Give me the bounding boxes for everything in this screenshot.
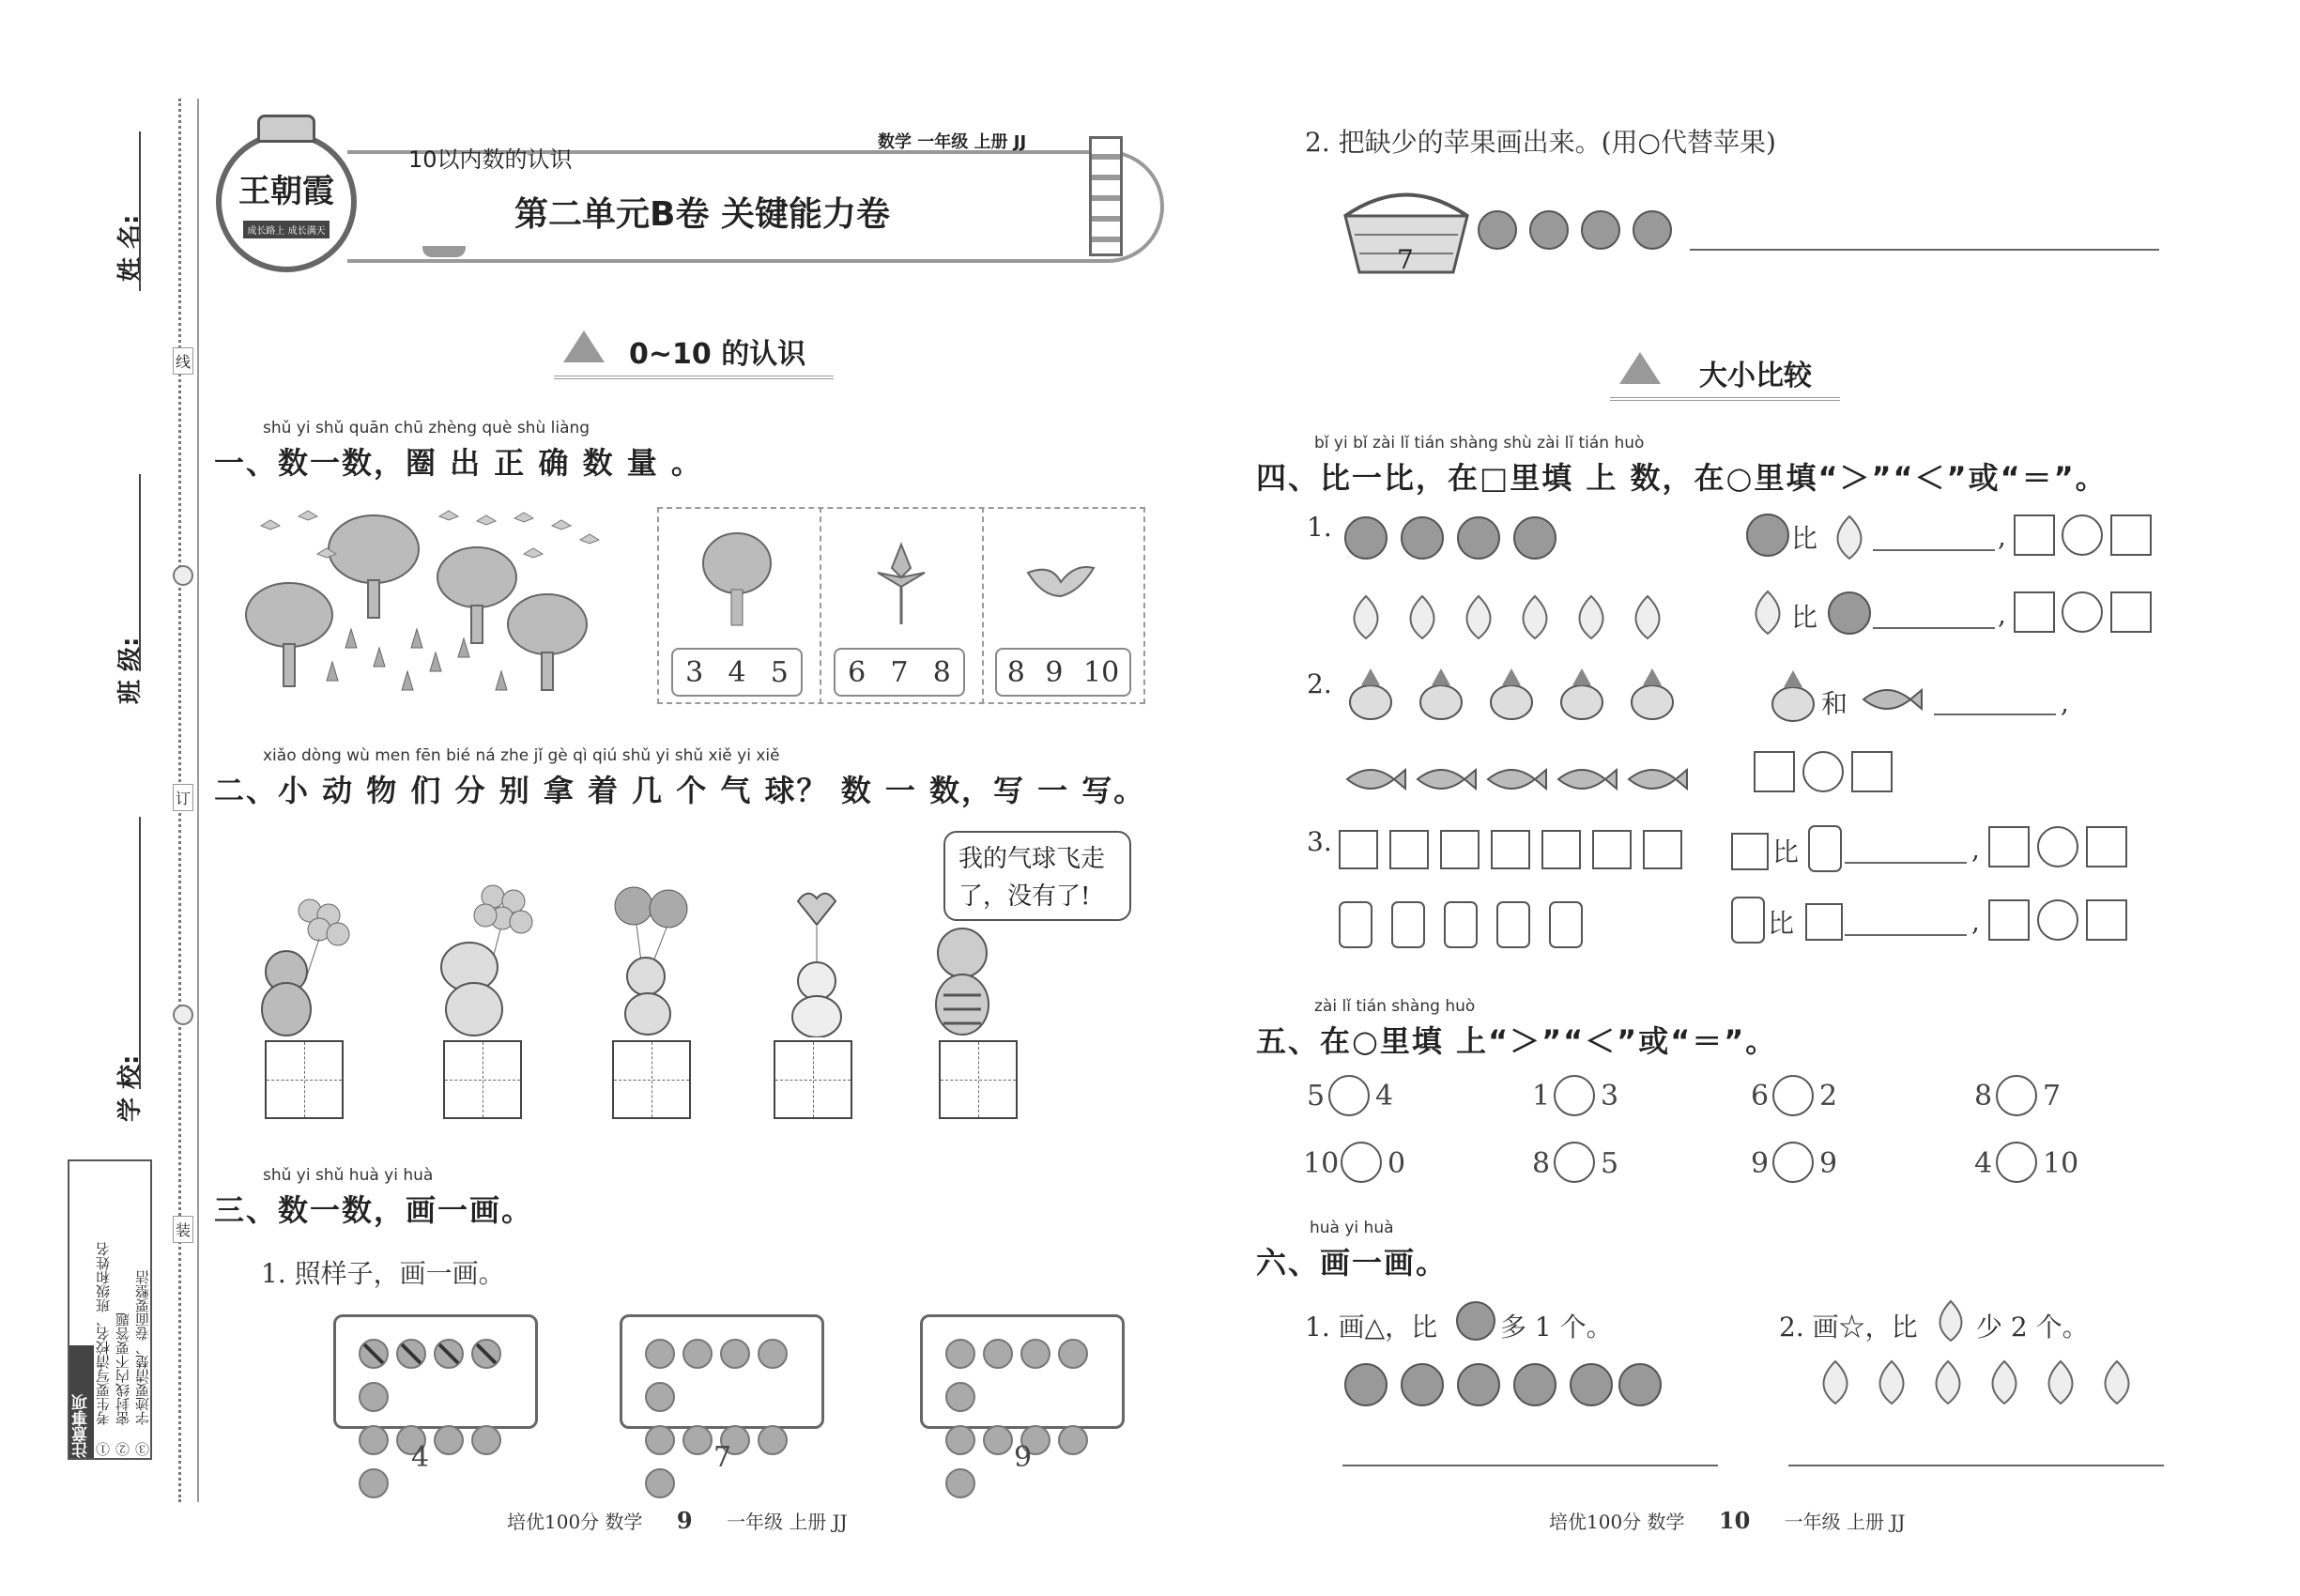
compare-circle[interactable] <box>1341 1142 1382 1183</box>
peaches-row <box>1342 591 1699 647</box>
q5-right: 7 <box>2043 1080 2062 1113</box>
school-underline <box>139 817 141 1089</box>
number-box[interactable] <box>2086 899 2127 941</box>
q6-sub2b: 少 2 个。 <box>1976 1312 2089 1343</box>
trees-birds-scene <box>242 507 608 704</box>
answer-box[interactable] <box>774 1040 852 1119</box>
cube-icon <box>1804 897 1846 945</box>
compare-circle[interactable] <box>1554 1075 1595 1116</box>
number-box[interactable] <box>2014 591 2055 633</box>
answer-line[interactable] <box>1845 862 1967 864</box>
choice-number: 6 <box>848 655 866 689</box>
brand-name: 王朝霞 <box>238 173 334 210</box>
he-label: 和 <box>1821 688 1848 719</box>
q5-right: 4 <box>1375 1080 1394 1113</box>
number-box[interactable] <box>1988 899 2030 941</box>
ten-frame[interactable] <box>620 1314 824 1429</box>
compare-circle[interactable] <box>1802 751 1844 792</box>
q5-right: 5 <box>1601 1147 1619 1180</box>
q5-left: 8 <box>1974 1080 1993 1113</box>
choice-number: 10 <box>1083 655 1120 689</box>
q1-title: 一、数一数，圈 出 正 确 数 量 。 <box>214 445 703 481</box>
compare-circle[interactable] <box>1554 1142 1595 1183</box>
cut-mark-3: 装 <box>173 1216 193 1243</box>
ship-icon <box>422 246 466 257</box>
circle <box>945 1339 975 1369</box>
bi-label: 比 <box>1768 908 1795 939</box>
circle <box>645 1425 675 1455</box>
q1-choice-c[interactable] <box>995 648 1131 697</box>
q5-left: 9 <box>1751 1147 1770 1180</box>
binding-ring-icon <box>173 1005 193 1025</box>
notice-item: ② 密封线内不要答题 <box>115 1312 131 1456</box>
comma: , <box>1998 521 2006 552</box>
circle <box>359 1382 389 1412</box>
sailboat-icon <box>1619 352 1661 384</box>
circle <box>945 1382 975 1412</box>
circle <box>645 1468 675 1498</box>
compare-circle[interactable] <box>2062 591 2103 633</box>
answer-line[interactable] <box>1342 1465 1718 1466</box>
q5-right: 0 <box>1388 1147 1406 1180</box>
cube-icon <box>1730 826 1771 875</box>
circle <box>645 1339 675 1369</box>
ten-frame <box>333 1314 538 1429</box>
apple-icon <box>1617 1361 1664 1412</box>
answer-line[interactable] <box>1788 1465 2164 1466</box>
frame-label: 9 <box>1014 1441 1033 1474</box>
duck-with-balloon <box>770 887 864 1041</box>
q3-pinyin: shǔ yi shǔ huà yi huà <box>263 1166 434 1185</box>
footer-text: 一年级 上册 JJ <box>726 1511 848 1533</box>
cubes-row <box>1338 821 1694 874</box>
cylinders-row <box>1338 897 1610 957</box>
peach-icon <box>1929 1297 1972 1348</box>
q4-item-1: 1. <box>1307 512 1332 543</box>
binding-solid-line <box>197 99 199 1502</box>
header-meta: 数学 一年级 上册 JJ <box>878 132 1027 152</box>
q4-title: 四、比一比，在□里填 上 数，在○里填“＞”“＜”或“＝”。 <box>1256 460 2108 496</box>
q5-left: 1 <box>1532 1080 1551 1113</box>
crossed-circle <box>359 1339 389 1369</box>
fish-icon <box>1859 681 1934 722</box>
notice-title: 注意事项 <box>69 1345 94 1458</box>
name-label: 姓 名: <box>116 214 145 282</box>
circle <box>682 1339 713 1369</box>
compare-circle[interactable] <box>2037 826 2078 867</box>
apples-row <box>1474 207 1680 257</box>
class-underline <box>139 474 141 671</box>
bear-with-balloons <box>249 897 352 1041</box>
basket-number: 7 <box>1397 244 1414 275</box>
circle <box>945 1468 975 1498</box>
apple-icon <box>1744 512 1791 562</box>
boy-with-balloons <box>601 882 704 1041</box>
q5-left: 10 <box>1303 1147 1340 1180</box>
flower-icon <box>873 535 929 633</box>
comma: , <box>1998 599 2006 630</box>
q2-pinyin: xiǎo dòng wù men fēn bié ná zhe jǐ gè qì qiú shǔ yi shǔ xiě yi xiě <box>263 746 780 765</box>
binding-ring-icon <box>173 565 193 586</box>
q6-pinyin: huà yi huà <box>1310 1219 1394 1237</box>
q3-title: 三、数一数，画一画。 <box>214 1192 534 1228</box>
answer-box[interactable] <box>612 1040 691 1119</box>
answer-line[interactable] <box>1845 934 1967 936</box>
compare-circle[interactable] <box>1772 1142 1814 1183</box>
tiger-cub <box>915 920 1009 1046</box>
q1-choice-a[interactable] <box>671 648 803 697</box>
number-box[interactable] <box>1754 751 1795 792</box>
q6-sub2a: 2. 画☆，比 <box>1779 1312 1918 1343</box>
apples-row <box>1342 512 1587 567</box>
answer-line[interactable] <box>1934 714 2056 715</box>
q5-left: 5 <box>1307 1080 1326 1113</box>
radishes-row <box>1342 667 1699 727</box>
circle <box>682 1425 713 1455</box>
peach-icon <box>1826 512 1873 567</box>
q5-right: 2 <box>1819 1080 1838 1113</box>
school-label: 学 校: <box>116 1054 145 1122</box>
cylinder-icon <box>1730 894 1768 949</box>
footer-text: 一年级 上册 JJ <box>1784 1511 1906 1533</box>
circle <box>471 1425 501 1455</box>
answer-line[interactable] <box>1873 549 1995 551</box>
circle <box>359 1468 389 1498</box>
choice-number: 9 <box>1045 655 1064 689</box>
footer-right <box>1549 1507 1905 1534</box>
q2-title: 二、小 动 物 们 分 别 拿 着 几 个 气 球？ 数 一 数，写 一 写。 <box>214 773 1146 808</box>
bi-label: 比 <box>1772 836 1800 867</box>
tree-icon <box>699 526 774 633</box>
cut-mark-1: 线 <box>173 347 193 375</box>
apple-icon <box>1455 1300 1496 1345</box>
q5-left: 6 <box>1751 1080 1770 1113</box>
answer-box[interactable] <box>443 1040 522 1119</box>
elephant-with-balloons <box>427 882 540 1041</box>
cut-mark-2: 订 <box>173 784 193 811</box>
crossed-circle <box>471 1339 501 1369</box>
choice-number: 7 <box>890 655 909 689</box>
number-box[interactable] <box>2014 514 2055 556</box>
circle <box>359 1425 389 1455</box>
footer-text: 培优100分 数学 <box>507 1511 643 1533</box>
answer-box[interactable] <box>265 1040 344 1119</box>
compare-circle[interactable] <box>2062 514 2103 556</box>
section-title: 大小比较 <box>1699 360 1812 392</box>
peach-icon <box>1744 587 1791 642</box>
number-box[interactable] <box>2110 514 2152 556</box>
q4-pinyin: bǐ yi bǐ zài lǐ tián shàng shù zài lǐ tián huò <box>1314 434 1645 453</box>
q5-pinyin: zài lǐ tián shàng huò <box>1314 997 1476 1016</box>
circle <box>645 1382 675 1412</box>
q5-title: 五、在○里填 上“＞”“＜”或“＝”。 <box>1256 1023 1778 1059</box>
compare-circle[interactable] <box>1328 1075 1370 1116</box>
number-box[interactable] <box>1988 826 2030 867</box>
q3-sub2: 2. 把缺少的苹果画出来。(用○代替苹果) <box>1305 127 1776 158</box>
compare-circle[interactable] <box>1996 1142 2037 1183</box>
q6-sub1a: 1. 画△，比 <box>1305 1312 1438 1343</box>
circle <box>983 1339 1013 1369</box>
q3-sub1: 1. 照样子，画一画。 <box>261 1258 505 1289</box>
section-heading <box>1610 352 1840 401</box>
circle <box>758 1339 788 1369</box>
brand-tagline: 成长路上 成长满天 <box>243 221 329 238</box>
circle <box>1020 1339 1050 1369</box>
q5-left: 4 <box>1974 1147 1993 1180</box>
bi-label: 比 <box>1791 523 1818 554</box>
choice-number: 4 <box>728 655 746 689</box>
divider <box>982 507 984 704</box>
q6-sub1b: 多 1 个。 <box>1500 1312 1613 1343</box>
circle <box>1058 1425 1088 1455</box>
notice-item: ① 考生要写清校名、班级和姓名 <box>95 1242 112 1456</box>
number-box[interactable] <box>2086 826 2127 867</box>
compare-circle[interactable] <box>2037 899 2078 941</box>
divider <box>820 507 821 704</box>
cylinder-icon <box>1807 822 1845 878</box>
q4-item-2: 2. <box>1307 668 1332 699</box>
footer-text: 培优100分 数学 <box>1549 1511 1685 1533</box>
ten-frame[interactable] <box>920 1314 1125 1429</box>
answer-box[interactable] <box>939 1040 1018 1119</box>
class-label: 班 级: <box>116 637 145 704</box>
comma: , <box>1971 834 1980 865</box>
number-box[interactable] <box>2110 591 2152 633</box>
q5-left: 8 <box>1532 1147 1551 1180</box>
crossed-circle <box>434 1339 464 1369</box>
apple-icon <box>1826 590 1873 640</box>
choice-number: 5 <box>770 655 789 689</box>
page-title: 第二单元B卷 关键能力卷 <box>514 195 890 234</box>
lighthouse-icon <box>1089 136 1123 256</box>
compare-circle[interactable] <box>1996 1075 2037 1116</box>
q1-choice-b[interactable] <box>834 648 965 697</box>
compare-circle[interactable] <box>1772 1075 1814 1116</box>
circle <box>758 1425 788 1455</box>
section-heading <box>554 330 834 379</box>
frame-label: 4 <box>411 1441 430 1474</box>
circle <box>983 1425 1013 1455</box>
section-title: 0~10 的认识 <box>629 338 806 371</box>
bi-label: 比 <box>1791 602 1818 633</box>
fish-row <box>1342 760 1699 802</box>
choice-number: 8 <box>932 655 951 689</box>
circle <box>1058 1339 1088 1369</box>
speech-bubble <box>943 831 1131 921</box>
q5-right: 9 <box>1819 1147 1838 1180</box>
answer-line[interactable] <box>1873 627 1995 629</box>
number-box[interactable] <box>1851 751 1893 792</box>
apples-row <box>1342 1361 1652 1412</box>
q5-right: 10 <box>2043 1147 2079 1180</box>
page-number: 10 <box>1718 1507 1751 1534</box>
answer-line[interactable] <box>1690 249 2159 251</box>
notice-item: ③ 字迹要清楚、卷面要整洁 <box>134 1270 151 1456</box>
choice-number: 3 <box>685 655 704 689</box>
notice-box <box>68 1159 152 1460</box>
circle <box>720 1339 750 1369</box>
chapter-label: 10以内数的认识 <box>408 146 573 173</box>
radish-icon <box>1765 668 1821 729</box>
q4-item-3: 3. <box>1307 826 1332 857</box>
brand-logo <box>216 131 357 272</box>
circle <box>434 1425 464 1455</box>
crown-icon <box>257 115 315 143</box>
bird-icon <box>1023 554 1098 614</box>
q6-title: 六、画一画。 <box>1256 1245 1449 1281</box>
frame-label: 7 <box>713 1441 732 1474</box>
basket-icon <box>1341 178 1472 285</box>
q5-right: 3 <box>1601 1080 1619 1113</box>
name-underline <box>139 131 141 291</box>
comma: , <box>2061 687 2069 718</box>
sailboat-icon <box>563 330 605 362</box>
speech-text: 我的气球飞走了，没有了! <box>958 845 1106 911</box>
crossed-circle <box>396 1339 426 1369</box>
q1-pinyin: shǔ yi shǔ quān chū zhèng què shù liàng <box>263 419 590 437</box>
footer-left <box>507 1507 848 1534</box>
comma: , <box>1971 906 1980 937</box>
peaches-row <box>1812 1357 2159 1412</box>
choice-number: 8 <box>1006 655 1025 689</box>
page-number: 9 <box>676 1507 693 1534</box>
circle <box>945 1425 975 1455</box>
